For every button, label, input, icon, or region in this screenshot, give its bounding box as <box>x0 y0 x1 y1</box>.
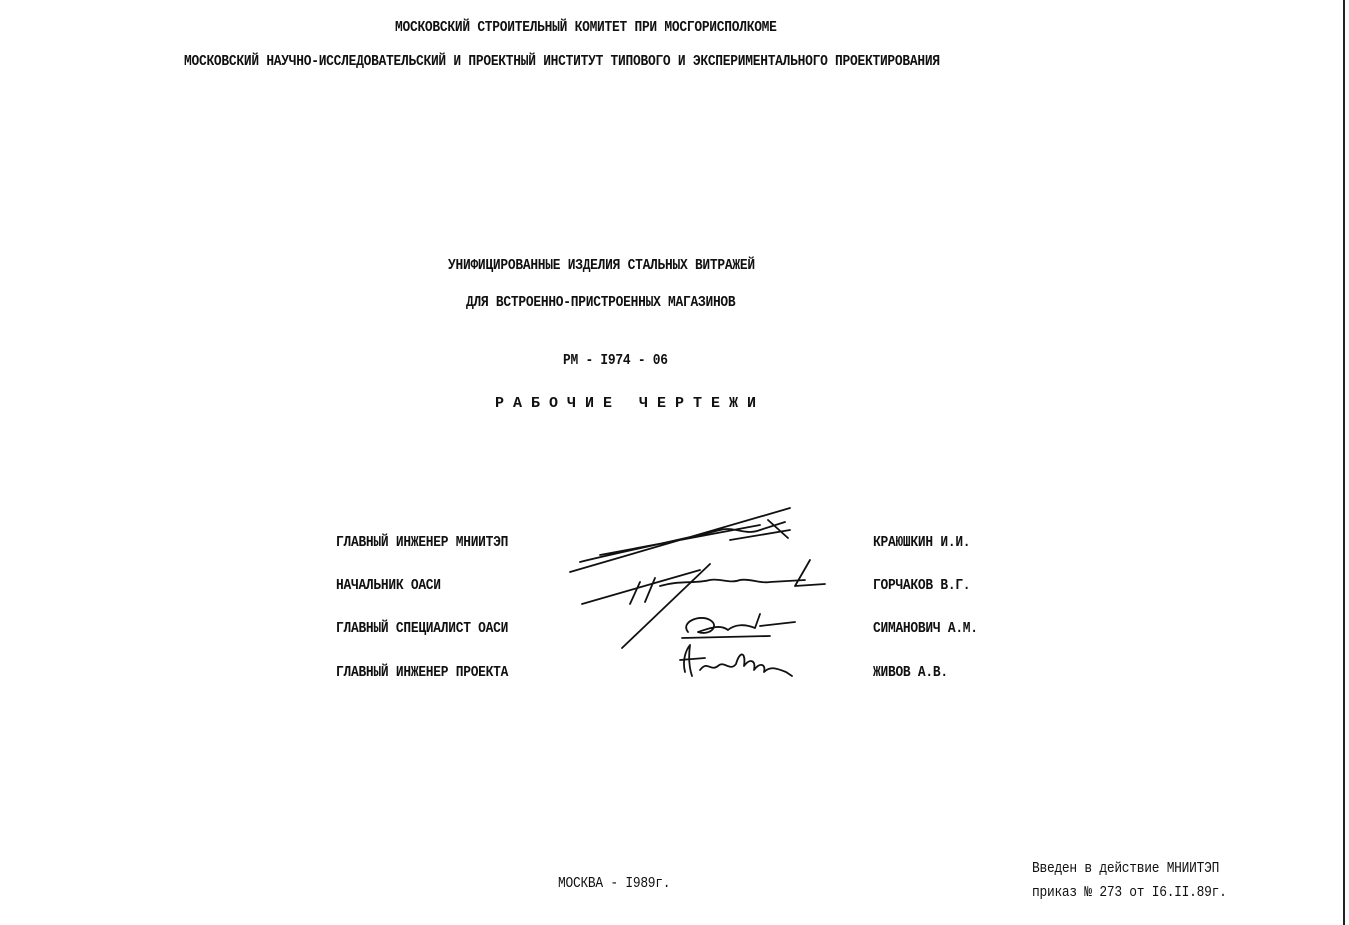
signature-3 <box>682 614 795 638</box>
approval-name-1: КРАЮШКИН И.И. <box>873 534 971 551</box>
signature-2 <box>582 560 825 604</box>
doc-title-line-2: ДЛЯ ВСТРОЕННО-ПРИСТРОЕННЫХ МАГАЗИНОВ <box>466 294 736 311</box>
signature-stroke <box>622 564 710 648</box>
city-year: МОСКВА - I989г. <box>558 875 671 892</box>
page-edge-line <box>1343 0 1345 925</box>
signature-4 <box>680 645 792 676</box>
introduced-line-1: Введен в действие МНИИТЭП <box>1032 860 1220 877</box>
org-line-1: МОСКОВСКИЙ СТРОИТЕЛЬНЫЙ КОМИТЕТ ПРИ МОСГОРИСПОЛКОМЕ <box>395 19 777 36</box>
org-line-2: МОСКОВСКИЙ НАУЧНО-ИССЛЕДОВАТЕЛЬСКИЙ И ПРОЕКТНЫЙ ИНСТИТУТ ТИПОВОГО И ЭКСПЕРИМЕНТАЛЬНОГО ПРОЕКТИРОВАНИЯ <box>184 53 940 70</box>
approval-name-4: ЖИВОВ А.В. <box>873 664 948 681</box>
doc-code: РМ - I974 - 06 <box>563 352 668 369</box>
doc-type: РАБОЧИЕ ЧЕРТЕЖИ <box>495 395 766 412</box>
approval-role-4: ГЛАВНЫЙ ИНЖЕНЕР ПРОЕКТА <box>336 664 509 681</box>
signature-1 <box>570 508 790 572</box>
approval-name-3: СИМАНОВИЧ А.М. <box>873 620 978 637</box>
approval-role-3: ГЛАВНЫЙ СПЕЦИАЛИСТ ОАСИ <box>336 620 509 637</box>
approval-name-2: ГОРЧАКОВ В.Г. <box>873 577 971 594</box>
handwritten-signatures <box>560 500 860 690</box>
introduced-line-2: приказ № 273 от I6.II.89г. <box>1032 884 1227 901</box>
approval-role-1: ГЛАВНЫЙ ИНЖЕНЕР МНИИТЭП <box>336 534 509 551</box>
doc-title-line-1: УНИФИЦИРОВАННЫЕ ИЗДЕЛИЯ СТАЛЬНЫХ ВИТРАЖЕЙ <box>448 257 755 274</box>
approval-role-2: НАЧАЛЬНИК ОАСИ <box>336 577 441 594</box>
